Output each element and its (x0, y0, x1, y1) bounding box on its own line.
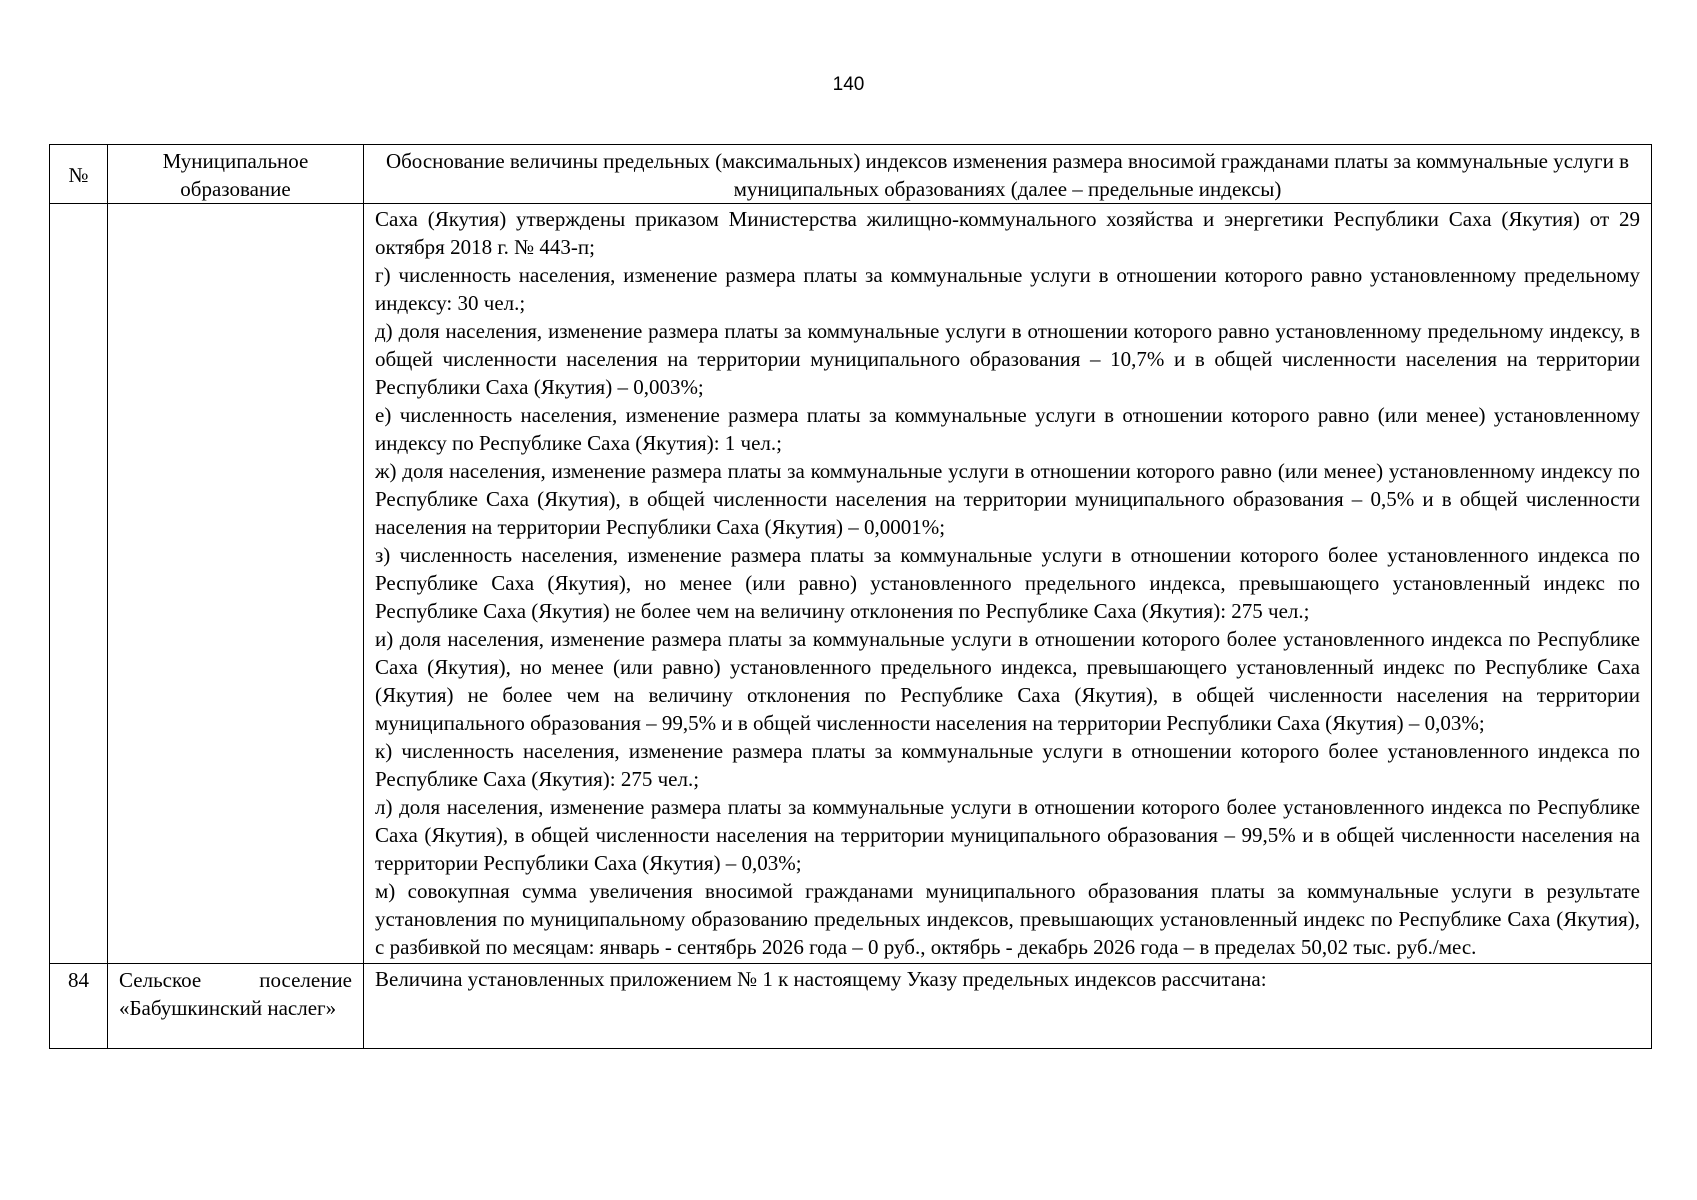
paragraph: л) доля населения, изменение размера платы за коммунальные услуги в отношении которого более установленного индекса по Республике Саха (Якутия), в общей численности населения на территории муниципального образования – 99,5% и в общей численности населения на территории Республики Саха (Якутия) – 0,03%; (375, 795, 1640, 875)
justification-cell (364, 204, 1652, 964)
paragraph: ж) доля населения, изменение размера платы за коммунальные услуги в отношении которого равно (или менее) установленному индексу по Республике Саха (Якутия), в общей численности населения на территории муниципального образования – 0,5% и в общей численности населения на территории Республики Саха (Якутия) – 0,0001%; (375, 459, 1640, 539)
page-number: 140 (832, 74, 865, 95)
paragraph: д) доля населения, изменение размера платы за коммунальные услуги в отношении которого равно установленному предельному индексу, в общей численности населения на территории муниципального образования – 10,7% и в общей численности населения на территории Республики Саха (Якутия) – 0,003%; (375, 319, 1640, 399)
paragraph: е) численность населения, изменение размера платы за коммунальные услуги в отношении которого равно (или менее) установленному индексу по Республике Саха (Якутия): 1 чел.; (375, 403, 1640, 455)
paragraph: Саха (Якутия) утверждены приказом Министерства жилищно-коммунального хозяйства и энергетики Республики Саха (Якутия) от 29 октября 2018 г. № 443-п; (375, 207, 1640, 259)
justification-cell (364, 964, 1652, 1049)
header-municipality: Муниципальное образование (108, 145, 364, 204)
table-header-row (50, 145, 1652, 204)
header-number: № (50, 145, 108, 204)
table-row (50, 964, 1652, 1049)
paragraph: Величина установленных приложением № 1 к настоящему Указу предельных индексов рассчитана: (375, 967, 1267, 991)
paragraph: и) доля населения, изменение размера платы за коммунальные услуги в отношении которого более установленного индекса по Республике Саха (Якутия), но менее (или равно) установленного предельного индекса, превышающего установленный индекс по Республике Саха (Якутия) не более чем на величину отклонения по Республике Саха (Якутия), в общей численности населения на территории муниципального образования – 99,5% и в общей численности населения на территории Республики Саха (Якутия) – 0,03%; (375, 627, 1640, 735)
paragraph: г) численность населения, изменение размера платы за коммунальные услуги в отношении которого равно установленному предельному индексу: 30 чел.; (375, 263, 1640, 315)
table-row (50, 204, 1652, 964)
paragraph: к) численность населения, изменение размера платы за коммунальные услуги в отношении которого более установленного индекса по Республике Саха (Якутия): 275 чел.; (375, 739, 1640, 791)
header-justification: Обоснование величины предельных (максимальных) индексов изменения размера вносимой гражданами платы за коммунальные услуги в муниципальных образованиях (далее – предельные индексы) (364, 145, 1652, 204)
row-number-cell (50, 204, 108, 964)
row-number-cell: 84 (50, 964, 108, 1049)
municipality-cell: Сельское поселение «Бабушкинский наслег» (108, 964, 364, 1049)
municipality-cell (108, 204, 364, 964)
paragraph: з) численность населения, изменение размера платы за коммунальные услуги в отношении которого более установленного индекса по Республике Саха (Якутия), но менее (или равно) установленного предельного индекса, превышающего установленный индекс по Республике Саха (Якутия) не более чем на величину отклонения по Республике Саха (Якутия): 275 чел.; (375, 543, 1640, 623)
indices-table (49, 144, 1652, 1049)
paragraph: м) совокупная сумма увеличения вносимой гражданами муниципального образования платы за коммунальные услуги в результате установления по муниципальному образованию предельных индексов, превышающих установленный индекс по Республике Саха (Якутия), с разбивкой по месяцам: январь - сентябрь 2026 года – 0 руб., октябрь - декабрь 2026 года – в пределах 50,02 тыс. руб./мес. (375, 879, 1640, 959)
